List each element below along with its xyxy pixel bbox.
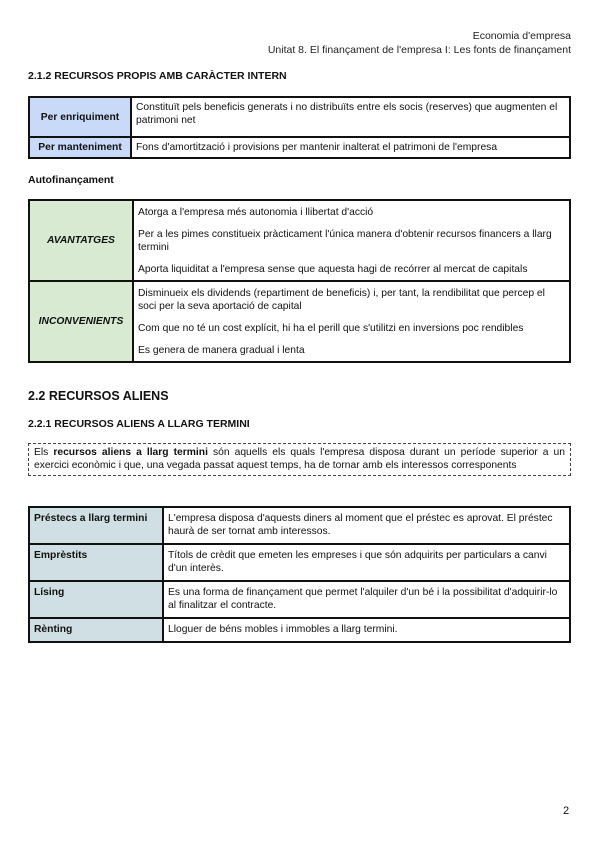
row-key: Lísing xyxy=(29,581,163,618)
autofinancament-table xyxy=(28,199,571,363)
row-key: Emprèstits xyxy=(29,544,163,581)
table-row xyxy=(29,281,570,362)
table-row xyxy=(29,97,570,137)
list-item: Com que no té un cost explícit, hi ha el perill que s'utilitzi en inversions poc rendibles xyxy=(138,323,524,334)
row-key: INCONVENIENTS xyxy=(29,281,133,362)
row-key: Per enriquiment xyxy=(29,97,131,137)
table-row xyxy=(29,137,570,158)
definition-term: recursos aliens a llarg termini xyxy=(53,447,208,458)
table-row xyxy=(29,618,570,642)
row-key: Préstecs a llarg termini xyxy=(29,507,163,544)
table-row xyxy=(29,200,570,281)
row-value: Títols de crèdit que emeten les empreses i que són adquirits per particulars a canvi d'un interès. xyxy=(163,544,570,581)
table-row xyxy=(29,507,570,544)
list-item: Aporta liquiditat a l'empresa sense que aquesta hagi de recórrer al mercat de capitals xyxy=(138,264,528,275)
section-212-title: 2.1.2 RECURSOS PROPIS AMB CARÀCTER INTERN xyxy=(28,70,287,82)
row-value: Constituït pels beneficis generats i no distribuïts entre els socis (reserves) que augmenten el patrimoni net xyxy=(131,97,570,137)
autofinancament-title: Autofinançament xyxy=(28,174,114,186)
definition-text: són aquells els quals l'empresa disposa durant un període superior a un exercici econòmic i que, una vegada passat aquest temps, ha de tornar amb els interessos corresponents xyxy=(34,447,566,471)
section-221-title: 2.2.1 RECURSOS ALIENS A LLARG TERMINI xyxy=(28,418,250,430)
list-item: Es genera de manera gradual i lenta xyxy=(138,345,305,356)
list-item: Per a les pimes constitueix pràcticament l'única manera d'obtenir recursos financers a llarg termini xyxy=(138,229,552,253)
row-key: AVANTATGES xyxy=(29,200,133,281)
definition-text: Els xyxy=(34,447,54,458)
header-unit: Unitat 8. El finançament de l'empresa I: Les fonts de finançament xyxy=(267,44,571,56)
header-subject: Economia d'empresa xyxy=(472,30,571,42)
row-value: Lloguer de béns mobles i immobles a llarg termini. xyxy=(163,618,570,642)
row-value: L'empresa disposa d'aquests diners al moment que el préstec es aprovat. El préstec haurà de ser tornat amb interessos. xyxy=(163,507,570,544)
row-value: Es una forma de finançament que permet l'alquiler d'un bé i la possibilitat d'adquirir-lo al finalitzar el contracte. xyxy=(163,581,570,618)
section-22-title: 2.2 RECURSOS ALIENS xyxy=(28,389,169,403)
row-value: Fons d'amortització i provisions per mantenir inalterat el patrimoni de l'empresa xyxy=(131,137,570,158)
long-term-resources-table xyxy=(28,506,571,643)
list-item: Disminueix els dividends (repartiment de beneficis) i, per tant, la rendibilitat que percep el soci per la seva aportació de capital xyxy=(138,288,545,312)
table-row xyxy=(29,544,570,581)
row-key: Rènting xyxy=(29,618,163,642)
row-key: Per manteniment xyxy=(29,137,131,158)
internal-resources-table xyxy=(28,96,571,159)
table-row xyxy=(29,581,570,618)
page-number: 2 xyxy=(563,805,570,817)
definition-box xyxy=(28,443,571,476)
list-item: Atorga a l'empresa més autonomia i llibertat d'acció xyxy=(138,207,374,218)
